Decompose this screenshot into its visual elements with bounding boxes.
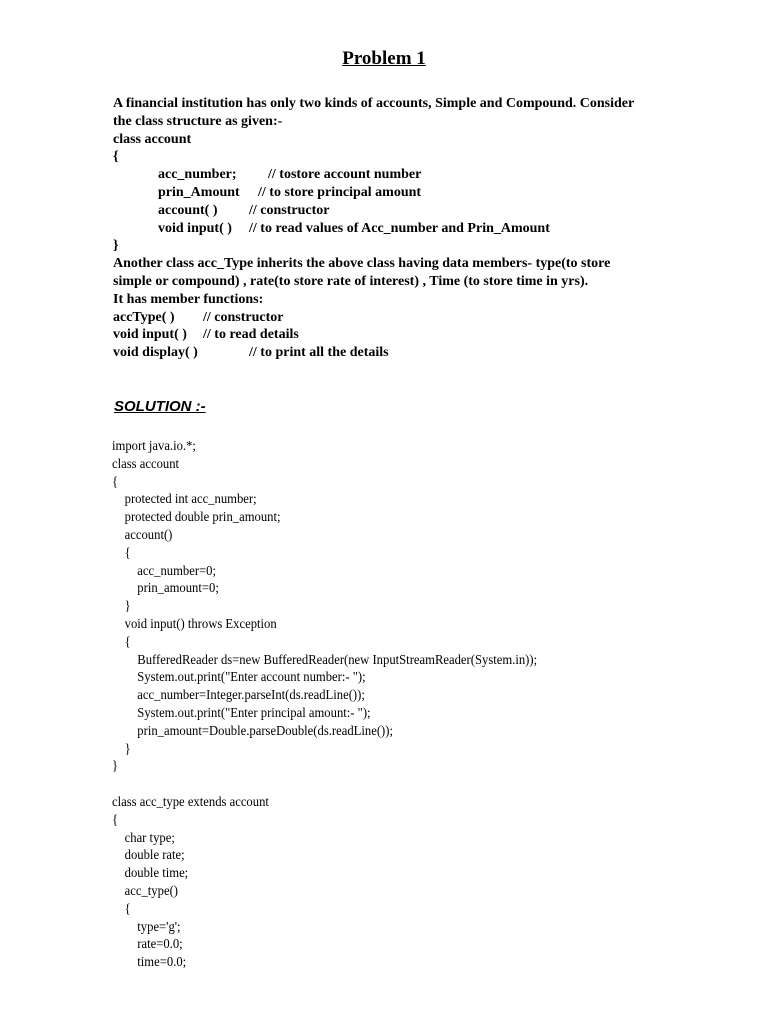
code-line: protected double prin_amount; xyxy=(112,509,281,525)
code-line: { xyxy=(112,473,119,489)
code-line: double time; xyxy=(112,865,189,881)
code-line: rate=0.0; xyxy=(112,936,183,952)
code-line: double rate; xyxy=(112,847,185,863)
problem-line xyxy=(113,326,733,344)
code-line: protected int acc_number; xyxy=(112,491,257,507)
code-line: acc_number=Integer.parseInt(ds.readLine()); xyxy=(112,687,365,703)
problem-line-text: A financial institution has only two kinds of accounts, Simple and Compound. Consider xyxy=(113,96,635,111)
problem-line xyxy=(113,344,733,362)
code-line: } xyxy=(112,740,131,756)
problem-line-text: the class structure as given:- xyxy=(113,113,283,129)
problem-line-comment: // to read values of Acc_number and Prin_Amount xyxy=(249,220,550,236)
code-line: { xyxy=(112,544,131,560)
code-line: BufferedReader ds=new BufferedReader(new InputStreamReader(System.in)); xyxy=(112,651,538,667)
problem-line-text: simple or compound) , rate(to store rate of interest) , Time (to store time in yrs). xyxy=(113,273,589,289)
code-line: prin_amount=Double.parseDouble(ds.readLine()); xyxy=(112,722,393,738)
problem-line-text: prin_Amount xyxy=(158,184,240,200)
problem-line-text: acc_number; xyxy=(158,167,237,183)
problem-line xyxy=(113,184,733,202)
code-line: time=0.0; xyxy=(112,954,187,970)
code-line xyxy=(112,775,698,793)
problem-line-text: void input( ) xyxy=(113,327,187,343)
problem-line-text: account( ) xyxy=(158,202,218,218)
problem-line xyxy=(113,148,733,166)
problem-line xyxy=(113,237,733,255)
problem-line xyxy=(113,291,733,309)
problem-line-comment: // to print all the details xyxy=(249,345,389,361)
code-listing xyxy=(112,437,698,971)
code-line: System.out.print("Enter account number:- "); xyxy=(112,669,366,685)
code-line: class account xyxy=(112,455,180,471)
problem-line xyxy=(113,202,733,220)
code-line: char type; xyxy=(112,829,175,845)
problem-line-text: } xyxy=(113,238,119,254)
code-line: type='g'; xyxy=(112,918,181,934)
page-title: Problem 1 xyxy=(342,48,426,69)
code-line: acc_number=0; xyxy=(112,562,217,578)
problem-line-comment: // constructor xyxy=(249,202,330,218)
problem-line xyxy=(113,220,733,238)
problem-line-text: { xyxy=(113,149,119,165)
code-line: import java.io.*; xyxy=(112,438,196,453)
problem-line xyxy=(113,113,733,131)
problem-line-comment: // constructor xyxy=(203,309,284,325)
problem-statement xyxy=(113,95,733,362)
problem-line xyxy=(113,166,733,184)
code-line: { xyxy=(112,900,131,916)
code-line: } xyxy=(112,758,119,774)
code-line: account() xyxy=(112,526,173,542)
problem-line xyxy=(113,95,733,113)
problem-line-text: Another class acc_Type inherits the above class having data members- type(to store xyxy=(113,256,611,272)
problem-line-text: class account xyxy=(113,131,192,147)
problem-line-comment: // to store principal amount xyxy=(258,184,422,200)
problem-line xyxy=(113,131,733,149)
problem-line-text: accType( ) xyxy=(113,309,175,325)
problem-line xyxy=(113,273,733,291)
code-line: prin_amount=0; xyxy=(112,580,219,596)
code-line: { xyxy=(112,633,131,649)
code-line: acc_type() xyxy=(112,882,178,898)
problem-line-text: It has member functions: xyxy=(113,291,264,307)
problem-line-comment: // to read details xyxy=(203,327,299,343)
code-line: } xyxy=(112,598,131,614)
problem-line-text: void display( ) xyxy=(113,345,198,361)
problem-line xyxy=(113,309,733,327)
solution-heading: SOLUTION :- xyxy=(114,398,206,415)
code-line: class acc_type extends account xyxy=(112,793,269,809)
problem-line-comment: // tostore account number xyxy=(268,167,422,183)
code-line: System.out.print("Enter principal amount:- "); xyxy=(112,704,371,720)
code-line: { xyxy=(112,811,119,827)
problem-line-text: void input( ) xyxy=(158,220,232,236)
code-line: void input() throws Exception xyxy=(112,615,277,631)
problem-line xyxy=(113,255,733,273)
